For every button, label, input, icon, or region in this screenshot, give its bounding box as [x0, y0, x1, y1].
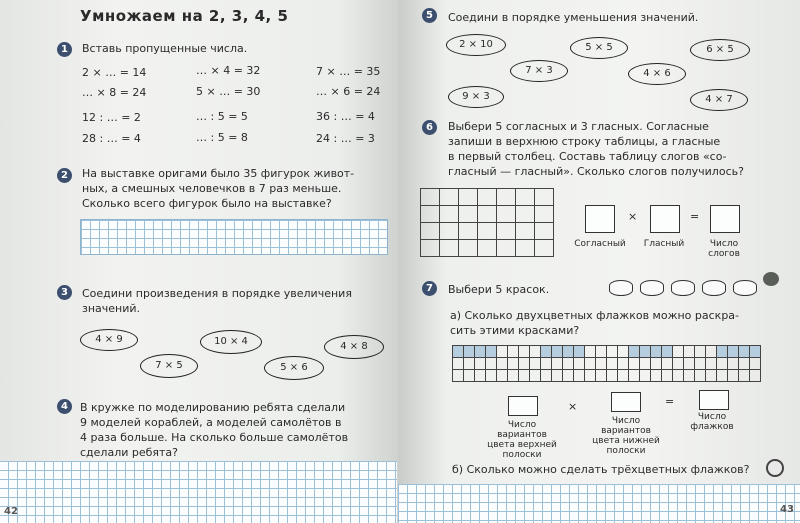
text-line: а) Сколько двухцветных флажков можно раскра-: [450, 309, 740, 322]
task5-instruction: Соедини в порядке уменьшения значений.: [448, 11, 699, 24]
label-flags: Число флажков: [690, 412, 734, 432]
text-line: 4 раза больше. На сколько больше самолётов: [80, 431, 349, 444]
paint-jar-icon: [640, 280, 664, 296]
product-oval[interactable]: 4 × 8: [324, 335, 384, 359]
task7a-text: [450, 308, 790, 338]
answer-grid[interactable]: [398, 484, 800, 523]
task-number-5: 5: [422, 8, 437, 23]
equals-sign: =: [665, 395, 675, 408]
product-oval[interactable]: 4 × 9: [80, 329, 138, 351]
product-oval[interactable]: 9 × 3: [448, 86, 504, 108]
equation: … : 5 = 8: [196, 131, 248, 144]
answer-box-top-stripe[interactable]: [508, 396, 538, 416]
label-syllables: Число слогов: [708, 239, 740, 259]
task-number-1: 1: [57, 42, 72, 57]
text-line: Выбери 5 согласных и 3 гласных. Согласные: [448, 120, 709, 133]
product-oval[interactable]: 5 × 5: [570, 37, 628, 59]
label-bottom-stripe: Число вариантов цвета нижней полоски: [592, 416, 660, 456]
equation: 7 × … = 35: [316, 65, 381, 78]
task2-text: [82, 166, 382, 211]
label-consonant: Согласный: [574, 239, 626, 249]
syllable-table[interactable]: [420, 188, 554, 257]
paint-jar-icon: [609, 280, 633, 296]
product-oval[interactable]: 4 × 6: [628, 63, 686, 85]
task7-instruction: Выбери 5 красок.: [448, 283, 550, 296]
equation: … × 4 = 32: [196, 64, 261, 77]
task-number-3: 3: [57, 285, 72, 300]
product-oval[interactable]: 4 × 7: [690, 89, 748, 111]
text-line: запиши в верхнюю строку таблицы, а гласные: [448, 135, 721, 148]
product-oval[interactable]: 10 × 4: [200, 330, 262, 354]
page-title: Умножаем на 2, 3, 4, 5: [80, 7, 289, 25]
task3-text: [82, 286, 382, 316]
text-line: значений.: [82, 302, 141, 315]
equals-sign: =: [690, 210, 700, 223]
paint-jar-icon: [733, 280, 757, 296]
task-number-2: 2: [57, 168, 72, 183]
equation: … × 6 = 24: [316, 85, 381, 98]
text-line: сить этими красками?: [450, 324, 580, 337]
task6-text: [448, 119, 793, 179]
task1-instruction: Вставь пропущенные числа.: [82, 42, 248, 55]
task-number-4: 4: [57, 399, 72, 414]
product-oval[interactable]: 7 × 5: [140, 354, 198, 378]
answer-box-bottom-stripe[interactable]: [611, 392, 641, 412]
text-line: На выставке оригами было 35 фигурок живот-: [82, 167, 355, 180]
label-vowel: Гласный: [643, 239, 685, 249]
text-line: Сколько всего фигурок было на выставке?: [82, 197, 332, 210]
answer-box-vowel[interactable]: [650, 205, 680, 233]
text-line: в первый столбец. Составь таблицу слогов «со-: [448, 150, 727, 163]
answer-box-consonant[interactable]: [585, 205, 615, 233]
text-line: сделали ребята?: [80, 446, 179, 459]
flag-table[interactable]: [452, 345, 761, 382]
product-oval[interactable]: 6 × 5: [690, 39, 750, 61]
right-page: [398, 0, 800, 523]
answer-box-flags[interactable]: [699, 390, 729, 410]
paint-jar-icon: [671, 280, 695, 296]
equation: 28 : … = 4: [82, 132, 141, 145]
text-line: В кружке по моделированию ребята сделали: [80, 401, 346, 414]
equation: 12 : … = 2: [82, 111, 141, 124]
answer-box-syllables[interactable]: [710, 205, 740, 233]
task-number-6: 6: [422, 120, 437, 135]
equation: … : 5 = 5: [196, 110, 248, 123]
task7b-text: б) Сколько можно сделать трёхцветных флажков?: [452, 463, 750, 476]
equation: 24 : … = 3: [316, 132, 375, 145]
text-line: Соедини произведения в порядке увеличения: [82, 287, 352, 300]
equation: 36 : … = 4: [316, 110, 375, 123]
text-line: 9 моделей кораблей, а моделей самолётов в: [80, 416, 342, 429]
equation: … × 8 = 24: [82, 86, 147, 99]
product-oval[interactable]: 7 × 3: [510, 60, 568, 82]
paint-jar-icon: [702, 280, 726, 296]
answer-grid[interactable]: [80, 219, 388, 255]
times-sign: ×: [628, 210, 638, 223]
equation: 5 × … = 30: [196, 85, 261, 98]
answer-grid[interactable]: [0, 461, 397, 523]
spiral-icon: [766, 459, 784, 477]
page-number-right: 43: [780, 504, 794, 515]
product-oval[interactable]: 2 × 10: [446, 34, 506, 56]
times-sign: ×: [568, 400, 578, 413]
text-line: ных, а смешных человечков в 7 раз меньше.: [82, 182, 342, 195]
task4-text: [80, 400, 390, 460]
task-number-7: 7: [422, 281, 437, 296]
left-page: [0, 0, 398, 523]
product-oval[interactable]: 5 × 6: [264, 356, 324, 380]
label-top-stripe: Число вариантов цвета верхней полоски: [487, 420, 557, 460]
equation: 2 × … = 14: [82, 66, 147, 79]
hint-icon: [763, 272, 779, 286]
page-number-left: 42: [4, 506, 18, 517]
text-line: гласный — гласный». Сколько слогов получилось?: [448, 165, 744, 178]
